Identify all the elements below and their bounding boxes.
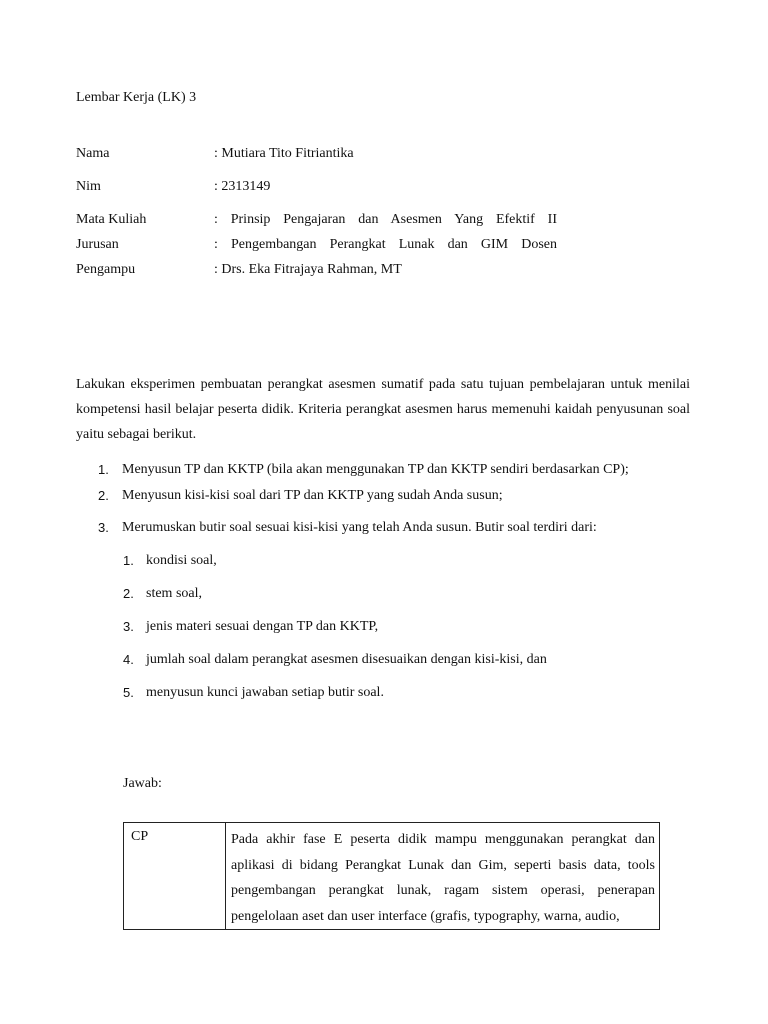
list-number: 2.: [98, 488, 109, 503]
sub-list-item: [123, 652, 134, 669]
sub-list-number: 4.: [123, 652, 134, 667]
list-item-text: Merumuskan butir soal sesuai kisi-kisi yang telah Anda susun. Butir soal terdiri dari:: [122, 520, 597, 535]
list-item-text: Menyusun TP dan KKTP (bila akan menggunakan TP dan KKTP sendiri berdasarkan CP);: [122, 462, 629, 477]
cp-label-cell: [124, 823, 226, 929]
sub-list-item-text: jumlah soal dalam perangkat asesmen disesuaikan dengan kisi-kisi, dan: [146, 652, 547, 667]
list-item-text: Menyusun kisi-kisi soal dari TP dan KKTP yang sudah Anda susun;: [122, 488, 503, 503]
cp-table: [123, 822, 660, 930]
list-item: [98, 520, 109, 537]
jurusan-label: Jurusan: [76, 237, 119, 252]
sub-list-item-text: jenis materi sesuai dengan TP dan KKTP,: [146, 619, 379, 634]
sub-list-number: 1.: [123, 553, 134, 568]
nama-value: : Mutiara Tito Fitriantika: [214, 146, 354, 161]
sub-list-item-text: kondisi soal,: [146, 553, 217, 568]
nim-value: : 2313149: [214, 179, 271, 194]
sub-list-number: 3.: [123, 619, 134, 634]
sub-list-item: [123, 619, 134, 636]
cp-label: CP: [131, 829, 149, 844]
document-title: Lembar Kerja (LK) 3: [76, 90, 197, 105]
pengampu-value: : Drs. Eka Fitrajaya Rahman, MT: [214, 262, 402, 277]
answer-label: Jawab:: [123, 776, 162, 791]
matkul-label: Mata Kuliah: [76, 212, 147, 227]
nama-label: Nama: [76, 146, 110, 161]
sub-list-item: [123, 586, 134, 603]
sub-list-item: [123, 685, 134, 702]
matkul-value: : Prinsip Pengajaran dan Asesmen Yang Efektif II: [214, 212, 557, 227]
pengampu-label: Pengampu: [76, 262, 136, 277]
list-item: [98, 488, 109, 505]
jurusan-value: : Pengembangan Perangkat Lunak dan GIM Dosen: [214, 237, 557, 252]
instruction-paragraph: Lakukan eksperimen pembuatan perangkat asesmen sumatif pada satu tujuan pembelajaran untuk menilai kompetensi hasil belajar peserta didik. Kriteria perangkat asesmen harus memenuhi kaidah penyusunan soal yaitu sebagai berikut.: [76, 377, 690, 442]
sub-list-item-text: menyusun kunci jawaban setiap butir soal.: [146, 685, 384, 700]
cp-description: Pada akhir fase E peserta didik mampu menggunakan perangkat dan aplikasi di bidang Perangkat Lunak dan Gim, seperti basis data, tools pengembangan perangkat lunak, ragam sistem operasi, penerapan pengelolaan aset dan user interface (grafis, typography, warna, audio,: [231, 832, 655, 924]
sub-list-number: 2.: [123, 586, 134, 601]
nim-label: Nim: [76, 179, 101, 194]
sub-list-number: 5.: [123, 685, 134, 700]
sub-list-item: [123, 553, 134, 570]
list-number: 1.: [98, 462, 109, 477]
list-number: 3.: [98, 520, 109, 535]
list-item: [98, 462, 109, 479]
sub-list-item-text: stem soal,: [146, 586, 202, 601]
